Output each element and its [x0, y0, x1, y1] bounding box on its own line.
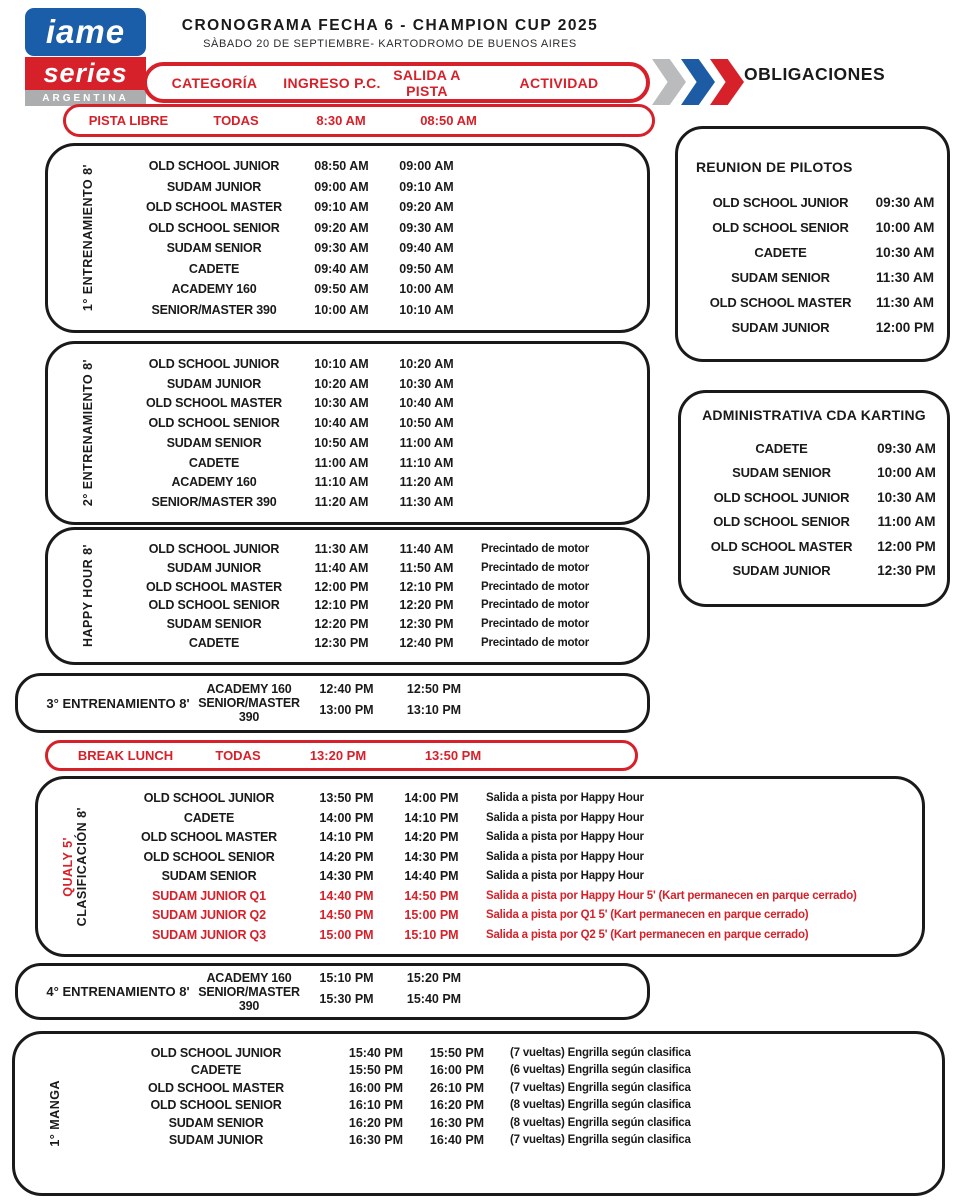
salida-cell: 12:30 PM	[399, 617, 454, 632]
chevron-icon	[681, 59, 715, 105]
actividad-cell: (8 vueltas) Engrilla según clasifica	[510, 1099, 691, 1112]
time-cell: 11:30 AM	[875, 295, 935, 310]
salida-cell: 11:40 AM	[399, 541, 454, 556]
schedule-row	[54, 159, 641, 173]
session-label: 4° ENTRENAMIENTO 8'	[46, 984, 190, 999]
schedule-row	[54, 282, 641, 296]
schedule-row	[54, 357, 641, 371]
column-header-actividad: ACTIVIDAD	[519, 74, 599, 91]
salida-cell: 15:20 PM	[406, 971, 462, 985]
category-cell: SUDAM SENIOR	[168, 1115, 264, 1130]
logo-series-block: series	[25, 57, 146, 90]
ingreso-cell: 12:30 PM	[314, 636, 369, 651]
session-label-vertical: HAPPY HOUR 8'	[80, 544, 95, 648]
category-cell: OLD SCHOOL JUNIOR	[148, 356, 280, 371]
session-label-vertical: 1° MANGA	[47, 1080, 62, 1147]
ingreso-cell: 14:00 PM	[319, 810, 374, 825]
salida-cell: 08:50 AM	[420, 113, 477, 128]
time-cell: 12:00 PM	[875, 320, 935, 335]
session-label: BREAK LUNCH	[77, 748, 174, 763]
salida-cell: 10:00 AM	[399, 282, 454, 297]
actividad-cell: Precintado de motor	[481, 618, 590, 631]
session-rows	[15, 1034, 942, 1193]
ingreso-cell: 14:30 PM	[319, 869, 374, 884]
iame-series-logo	[25, 8, 146, 106]
page-title: CRONOGRAMA FECHA 6 - CHAMPION CUP 2025	[181, 17, 599, 34]
salida-cell: 16:20 PM	[429, 1098, 485, 1113]
session-rows	[18, 676, 647, 730]
actividad-cell: Precintado de motor	[481, 599, 590, 612]
schedule-row	[54, 495, 641, 509]
salida-cell: 10:20 AM	[399, 356, 454, 371]
schedule-row	[44, 850, 916, 864]
time-cell: 09:30 AM	[877, 440, 936, 456]
schedule-row	[54, 416, 641, 430]
salida-cell: 09:40 AM	[399, 241, 454, 256]
schedule-row	[21, 1046, 936, 1060]
salida-cell: 11:50 AM	[399, 560, 454, 575]
category-cell: SUDAM JUNIOR Q2	[152, 908, 266, 923]
category-cell: SUDAM SENIOR	[161, 869, 257, 884]
salida-cell: 09:20 AM	[399, 200, 454, 215]
time-cell: 10:30 AM	[877, 489, 936, 505]
ingreso-cell: 16:00 PM	[348, 1080, 404, 1095]
salida-cell: 09:30 AM	[399, 220, 454, 235]
obligation-row	[688, 220, 937, 235]
category-cell: OLD SCHOOL MASTER	[146, 579, 282, 594]
ingreso-cell: 12:10 PM	[314, 598, 369, 613]
ingreso-cell: 16:20 PM	[348, 1115, 404, 1130]
category-cell: SENIOR/MASTER 390	[198, 696, 300, 725]
category-cell: SUDAM SENIOR	[166, 435, 262, 450]
category-cell: OLD SCHOOL JUNIOR	[143, 791, 275, 806]
ingreso-cell: 16:30 PM	[348, 1133, 404, 1148]
schedule-row	[24, 696, 641, 724]
salida-cell: 11:30 AM	[399, 495, 454, 510]
time-cell: 10:00 AM	[877, 465, 936, 481]
obligation-row	[688, 270, 937, 285]
obligaciones-title: OBLIGACIONES	[744, 64, 886, 84]
administrativa-cda-karting-box	[678, 390, 950, 607]
actividad-cell: (7 vueltas) Engrilla según clasifica	[510, 1046, 691, 1059]
session-box-entrenamiento-1	[45, 143, 650, 333]
schedule-row	[44, 830, 916, 844]
category-cell: OLD SCHOOL MASTER	[146, 396, 282, 411]
schedule-row	[54, 542, 641, 556]
schedule-row	[21, 1116, 936, 1130]
session-box-manga-1	[12, 1031, 945, 1196]
schedule-row	[21, 1063, 936, 1077]
schedule-row	[21, 1081, 936, 1095]
session-box-entrenamiento-3	[15, 673, 650, 733]
ingreso-cell: 15:40 PM	[348, 1045, 404, 1060]
ingreso-cell: 08:50 AM	[314, 159, 369, 174]
ingreso-cell: 10:40 AM	[314, 416, 369, 431]
schedule-row	[21, 1098, 936, 1112]
schedule-row	[21, 1133, 936, 1147]
ingreso-cell: 14:10 PM	[319, 830, 374, 845]
logo-iame-block: iame	[25, 8, 146, 56]
category-cell: OLD SCHOOL JUNIOR	[713, 489, 850, 505]
salida-cell: 12:40 PM	[399, 636, 454, 651]
category-cell: OLD SCHOOL SENIOR	[148, 220, 280, 235]
ingreso-cell: 09:10 AM	[314, 200, 369, 215]
obligation-row	[689, 539, 939, 554]
obligation-row	[689, 490, 939, 505]
salida-cell: 14:20 PM	[404, 830, 459, 845]
ingreso-cell: 11:00 AM	[314, 455, 369, 470]
ingreso-cell: 11:10 AM	[314, 475, 369, 490]
session-label-vertical: 2° ENTRENAMIENTO 8'	[80, 359, 95, 507]
schedule-row	[44, 811, 916, 825]
reunion-title: REUNION DE PILOTOS	[696, 159, 853, 175]
session-rows	[48, 146, 647, 330]
category-cell: SUDAM SENIOR	[166, 617, 262, 632]
salida-cell: 09:00 AM	[399, 159, 454, 174]
schedule-row	[44, 928, 916, 942]
category-cell: OLD SCHOOL SENIOR	[148, 598, 280, 613]
schedule-row	[54, 456, 641, 470]
category-cell: SUDAM SENIOR	[731, 270, 830, 285]
category-cell: OLD SCHOOL MASTER	[709, 295, 852, 310]
time-cell: 11:30 AM	[875, 270, 935, 285]
ingreso-cell: 12:40 PM	[319, 681, 374, 696]
salida-cell: 10:10 AM	[399, 302, 454, 317]
obligation-row	[689, 563, 939, 578]
salida-cell: 10:30 AM	[399, 376, 454, 391]
ingreso-cell: 11:30 AM	[314, 541, 369, 556]
salida-cell: 13:50 PM	[424, 748, 482, 763]
chevron-icon	[710, 59, 744, 105]
page-subtitle: SÀBADO 20 DE SEPTIEMBRE- KARTODROMO DE BUENOS AIRES	[203, 38, 577, 50]
session-box-entrenamiento-4	[15, 963, 650, 1020]
actividad-cell: Salida a pista por Happy Hour	[486, 870, 644, 883]
chevron-icon	[652, 59, 686, 105]
ingreso-cell: 13:50 PM	[319, 791, 374, 806]
time-cell: 09:30 AM	[875, 195, 935, 210]
actividad-cell: Salida a pista por Happy Hour	[486, 831, 644, 844]
schedule-row	[54, 200, 641, 214]
salida-cell: 12:10 PM	[399, 579, 454, 594]
time-cell: 10:30 AM	[875, 245, 935, 260]
salida-cell: 15:50 PM	[429, 1045, 485, 1060]
ingreso-cell: 09:50 AM	[314, 282, 369, 297]
salida-cell: 16:40 PM	[429, 1133, 485, 1148]
schedule-row	[24, 682, 641, 696]
ingreso-cell: 15:00 PM	[319, 927, 374, 942]
category-cell: OLD SCHOOL JUNIOR	[150, 1045, 282, 1060]
ingreso-cell: 10:50 AM	[314, 435, 369, 450]
salida-cell: 16:30 PM	[429, 1115, 485, 1130]
salida-cell: 15:00 PM	[404, 908, 459, 923]
time-cell: 11:00 AM	[877, 514, 936, 530]
category-cell: SUDAM SENIOR	[732, 465, 831, 481]
schedule-row	[54, 241, 641, 255]
category-cell: OLD SCHOOL JUNIOR	[148, 541, 280, 556]
actividad-cell: Precintado de motor	[481, 580, 590, 593]
category-cell: OLD SCHOOL MASTER	[141, 830, 277, 845]
actividad-cell: (8 vueltas) Engrilla según clasifica	[510, 1116, 691, 1129]
actividad-cell: Salida a pista por Happy Hour	[486, 792, 644, 805]
category-cell: TODAS	[215, 748, 261, 763]
schedule-row	[54, 262, 641, 276]
category-cell: SENIOR/MASTER 390	[151, 495, 277, 510]
category-cell: OLD SCHOOL JUNIOR	[148, 159, 280, 174]
category-cell: CADETE	[188, 636, 240, 651]
category-cell: CADETE	[190, 1063, 242, 1078]
schedule-row	[54, 221, 641, 235]
pista-libre-row	[63, 104, 655, 137]
ingreso-cell: 09:30 AM	[314, 241, 369, 256]
schedule-row	[54, 436, 641, 450]
title-block	[150, 17, 630, 50]
schedule-row	[24, 985, 641, 1013]
category-cell: SUDAM JUNIOR	[166, 560, 262, 575]
schedule-row	[54, 377, 641, 391]
salida-cell: 10:40 AM	[399, 396, 454, 411]
category-cell: TODAS	[213, 113, 259, 128]
session-box-entrenamiento-2	[45, 341, 650, 525]
salida-cell: 15:40 PM	[406, 992, 462, 1006]
ingreso-cell: 09:40 AM	[314, 261, 369, 276]
ingreso-cell: 10:00 AM	[314, 302, 369, 317]
schedule-row	[54, 180, 641, 194]
ingreso-cell: 15:50 PM	[348, 1063, 404, 1078]
ingreso-cell: 09:00 AM	[314, 179, 369, 194]
salida-cell: 14:00 PM	[404, 791, 459, 806]
salida-cell: 12:20 PM	[399, 598, 454, 613]
category-cell: OLD SCHOOL SENIOR	[148, 416, 280, 431]
session-label: 3° ENTRENAMIENTO 8'	[46, 695, 190, 711]
salida-cell: 10:50 AM	[399, 416, 454, 431]
time-cell: 12:30 PM	[877, 563, 936, 579]
ingreso-cell: 14:20 PM	[319, 849, 374, 864]
session-rows	[38, 779, 922, 954]
ingreso-cell: 13:20 PM	[309, 748, 367, 763]
ingreso-cell: 14:50 PM	[319, 908, 374, 923]
category-cell: SUDAM JUNIOR Q1	[152, 888, 266, 903]
session-rows	[48, 530, 647, 662]
obligation-row	[688, 320, 937, 335]
category-cell: ACADEMY 160	[171, 282, 257, 297]
category-cell: OLD SCHOOL SENIOR	[712, 220, 849, 235]
ingreso-cell: 15:30 PM	[319, 992, 374, 1006]
actividad-cell: Salida a pista por Happy Hour	[486, 850, 644, 863]
ingreso-cell: 10:30 AM	[314, 396, 369, 411]
category-cell: SUDAM JUNIOR Q3	[152, 927, 266, 942]
salida-cell: 14:50 PM	[404, 888, 459, 903]
column-header-box	[143, 62, 650, 103]
ingreso-cell: 09:20 AM	[314, 220, 369, 235]
category-cell: SUDAM JUNIOR	[731, 320, 830, 335]
administrativa-rows	[689, 431, 939, 588]
schedule-row	[24, 971, 641, 985]
session-box-qualy	[35, 776, 925, 957]
ingreso-cell: 16:10 PM	[348, 1098, 404, 1113]
category-cell: OLD SCHOOL MASTER	[148, 1080, 284, 1095]
category-cell: SUDAM SENIOR	[166, 241, 262, 256]
administrativa-title: ADMINISTRATIVA CDA KARTING	[702, 407, 926, 423]
category-cell: OLD SCHOOL SENIOR	[143, 849, 275, 864]
ingreso-cell: 10:20 AM	[314, 376, 369, 391]
column-header-categoria: CATEGORÍA	[171, 74, 258, 91]
actividad-cell: (6 vueltas) Engrilla según clasifica	[510, 1064, 691, 1077]
ingreso-cell: 15:10 PM	[319, 971, 374, 985]
category-cell: SENIOR/MASTER 390	[151, 302, 277, 317]
category-cell: ACADEMY 160	[171, 475, 257, 490]
salida-cell: 09:10 AM	[399, 179, 454, 194]
category-cell: OLD SCHOOL JUNIOR	[712, 195, 849, 210]
reunion-de-pilotos-box	[675, 126, 950, 362]
category-cell: OLD SCHOOL MASTER	[146, 200, 282, 215]
break-lunch-row	[45, 740, 638, 771]
obligation-row	[688, 295, 937, 310]
category-cell: OLD SCHOOL SENIOR	[150, 1098, 282, 1113]
schedule-row	[54, 475, 641, 489]
obligation-row	[689, 514, 939, 529]
time-cell: 10:00 AM	[875, 220, 935, 235]
actividad-cell: Precintado de motor	[481, 561, 590, 574]
category-cell: OLD SCHOOL MASTER	[710, 538, 853, 554]
column-header-ingreso: INGRESO P.C.	[283, 74, 381, 91]
category-cell: CADETE	[183, 810, 235, 825]
category-cell: SUDAM JUNIOR	[166, 179, 262, 194]
actividad-cell: Salida a pista por Q2 5' (Kart permanecen en parque cerrado)	[486, 928, 809, 941]
actividad-cell: Precintado de motor	[481, 637, 590, 650]
ingreso-cell: 11:20 AM	[314, 495, 369, 510]
schedule-row	[44, 908, 916, 922]
session-rows	[48, 344, 647, 522]
triple-chevron-icon	[652, 59, 739, 105]
ingreso-cell: 10:10 AM	[314, 356, 369, 371]
ingreso-cell: 14:40 PM	[319, 888, 374, 903]
ingreso-cell: 8:30 AM	[316, 113, 366, 128]
schedule-row	[44, 889, 916, 903]
category-cell: ACADEMY 160	[206, 971, 292, 985]
salida-cell: 11:10 AM	[399, 455, 454, 470]
category-cell: SENIOR/MASTER 390	[198, 985, 300, 1013]
schedule-row	[44, 791, 916, 805]
actividad-cell: Salida a pista por Q1 5' (Kart permanecen en parque cerrado)	[486, 909, 809, 922]
obligation-row	[689, 441, 939, 456]
actividad-cell: Salida a pista por Happy Hour 5' (Kart permanecen en parque cerrado)	[486, 889, 857, 902]
salida-cell: 11:20 AM	[399, 475, 454, 490]
session-label: PISTA LIBRE	[88, 113, 169, 128]
schedule-row	[54, 561, 641, 575]
reunion-rows	[688, 185, 937, 345]
schedule-row	[44, 869, 916, 883]
category-cell: CADETE	[754, 245, 807, 260]
session-box-happy-hour	[45, 527, 650, 665]
category-cell: SUDAM JUNIOR	[166, 376, 262, 391]
schedule-row	[54, 598, 641, 612]
salida-cell: 26:10 PM	[429, 1080, 485, 1095]
ingreso-cell: 13:00 PM	[319, 703, 374, 718]
session-label-vertical: QUALY 5' CLASIFICACIÓN 8'	[61, 806, 89, 927]
ingreso-cell: 12:20 PM	[314, 617, 369, 632]
obligation-row	[689, 465, 939, 480]
session-label-vertical: 1° ENTRENAMIENTO 8'	[80, 164, 95, 312]
time-cell: 12:00 PM	[877, 538, 936, 554]
session-rows	[18, 966, 647, 1017]
actividad-cell: Precintado de motor	[481, 542, 590, 555]
ingreso-cell: 12:00 PM	[314, 579, 369, 594]
salida-cell: 09:50 AM	[399, 261, 454, 276]
salida-cell: 16:00 PM	[429, 1063, 485, 1078]
category-cell: SUDAM JUNIOR	[732, 563, 831, 579]
category-cell: OLD SCHOOL SENIOR	[713, 514, 850, 530]
obligation-row	[688, 195, 937, 210]
actividad-cell: (7 vueltas) Engrilla según clasifica	[510, 1081, 691, 1094]
salida-cell: 11:00 AM	[399, 435, 454, 450]
salida-cell: 15:10 PM	[404, 927, 459, 942]
logo-argentina-block: ARGENTINA	[25, 90, 146, 106]
column-header-salida: SALIDA A PISTA	[393, 66, 461, 99]
category-cell: CADETE	[188, 261, 240, 276]
actividad-cell: Salida a pista por Happy Hour	[486, 811, 644, 824]
obligation-row	[688, 245, 937, 260]
salida-cell: 13:10 PM	[406, 703, 462, 718]
salida-cell: 14:40 PM	[404, 869, 459, 884]
category-cell: ACADEMY 160	[206, 681, 292, 696]
category-cell: CADETE	[755, 440, 808, 456]
salida-cell: 14:30 PM	[404, 849, 459, 864]
ingreso-cell: 11:40 AM	[314, 560, 369, 575]
schedule-row	[54, 617, 641, 631]
category-cell: CADETE	[188, 455, 240, 470]
schedule-row	[54, 580, 641, 594]
schedule-row	[54, 396, 641, 410]
salida-cell: 12:50 PM	[406, 681, 462, 696]
salida-cell: 14:10 PM	[404, 810, 459, 825]
schedule-row	[54, 303, 641, 317]
actividad-cell: (7 vueltas) Engrilla según clasifica	[510, 1134, 691, 1147]
schedule-row	[54, 636, 641, 650]
category-cell: SUDAM JUNIOR	[168, 1133, 264, 1148]
